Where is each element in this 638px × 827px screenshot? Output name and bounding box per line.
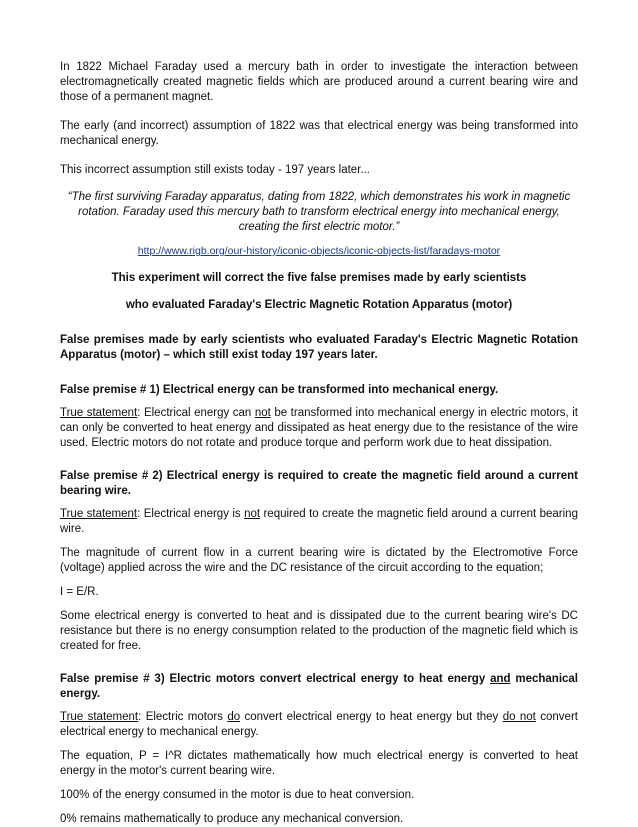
premise-3-paragraph-2: The equation, P = I^R dictates mathematically how much electrical energy is converted to heat energy in the motor's current bearing wire.	[60, 750, 578, 777]
true-statement-label: True statement	[60, 711, 139, 723]
premise-3-heading: False premise # 3) Electric motors convert electrical energy to heat energy and mechanical energy.	[60, 673, 578, 700]
premise-1-heading: False premise # 1) Electrical energy can be transformed into mechanical energy.	[60, 384, 499, 396]
correction-line-1: This experiment will correct the five false premises made by early scientists	[111, 272, 527, 284]
premise-3-paragraph-3: 100% of the energy consumed in the motor is due to heat conversion.	[60, 789, 415, 801]
premise-3-paragraph-4: 0% remains mathematically to produce any mechanical conversion.	[60, 813, 404, 825]
intro-paragraph-2: The early (and incorrect) assumption of 1822 was that electrical energy was being transformed into mechanical energy.	[60, 120, 578, 147]
summary-heading: False premises made by early scientists who evaluated Faraday's Electric Magnetic Rotation Apparatus (motor) – which still exist today 197 years later.	[60, 334, 578, 361]
correction-line-2: who evaluated Faraday's Electric Magnetic Rotation Apparatus (motor)	[125, 299, 513, 311]
premise-1-true-statement: True statement: Electrical energy can not be transformed into mechanical energy in electric motors, it can only be converted to heat energy and dissipated as heat energy due to the resistance of the wire used. Electric motors do not rotate and produce torque and perform work due to heat dissipation.	[60, 407, 578, 449]
intro-paragraph-1: In 1822 Michael Faraday used a mercury bath in order to investigate the interaction between electromagnetically created magnetic fields which are produced around a current bearing wire and those of a permanent magnet.	[60, 61, 578, 103]
reference-link-line	[60, 244, 578, 259]
premise-2-equation: I = E/R.	[60, 586, 99, 598]
true-statement-label: True statement	[60, 508, 138, 520]
emphasis-not: not	[244, 508, 261, 520]
emphasis-and: and	[490, 673, 511, 685]
emphasis-do: do	[227, 711, 241, 723]
premise-2-heading: False premise # 2) Electrical energy is required to create the magnetic field around a current bearing wire.	[60, 470, 578, 497]
reference-link[interactable]: http://www.rigb.org/our-history/iconic-objects/iconic-objects-list/faradays-motor	[137, 245, 501, 257]
premise-3-true-statement: True statement: Electric motors do convert electrical energy to heat energy but they do not convert electrical energy to mechanical energy.	[60, 711, 578, 738]
document-page	[60, 60, 578, 827]
premise-2-paragraph-2: The magnitude of current flow in a current bearing wire is dictated by the Electromotive Force (voltage) applied across the wire and the DC resistance of the circuit according to the equation;	[60, 547, 578, 574]
true-statement-label: True statement	[60, 407, 138, 419]
premise-2-true-statement: True statement: Electrical energy is not required to create the magnetic field around a current bearing wire.	[60, 508, 578, 535]
premise-2-paragraph-3: Some electrical energy is converted to heat and is dissipated due to the current bearing wire's DC resistance but there is no energy consumption related to the production of the magnetic field which is created for free.	[60, 610, 578, 652]
emphasis-not: not	[254, 407, 271, 419]
emphasis-do-not: do not	[502, 711, 536, 723]
faraday-quote: “The first surviving Faraday apparatus, dating from 1822, which demonstrates his work in magnetic rotation. Faraday used this mercury bath to transform electrical energy into mechanical energy, creating the first electric motor.”	[67, 191, 571, 233]
intro-paragraph-3: This incorrect assumption still exists today - 197 years later...	[60, 164, 370, 176]
